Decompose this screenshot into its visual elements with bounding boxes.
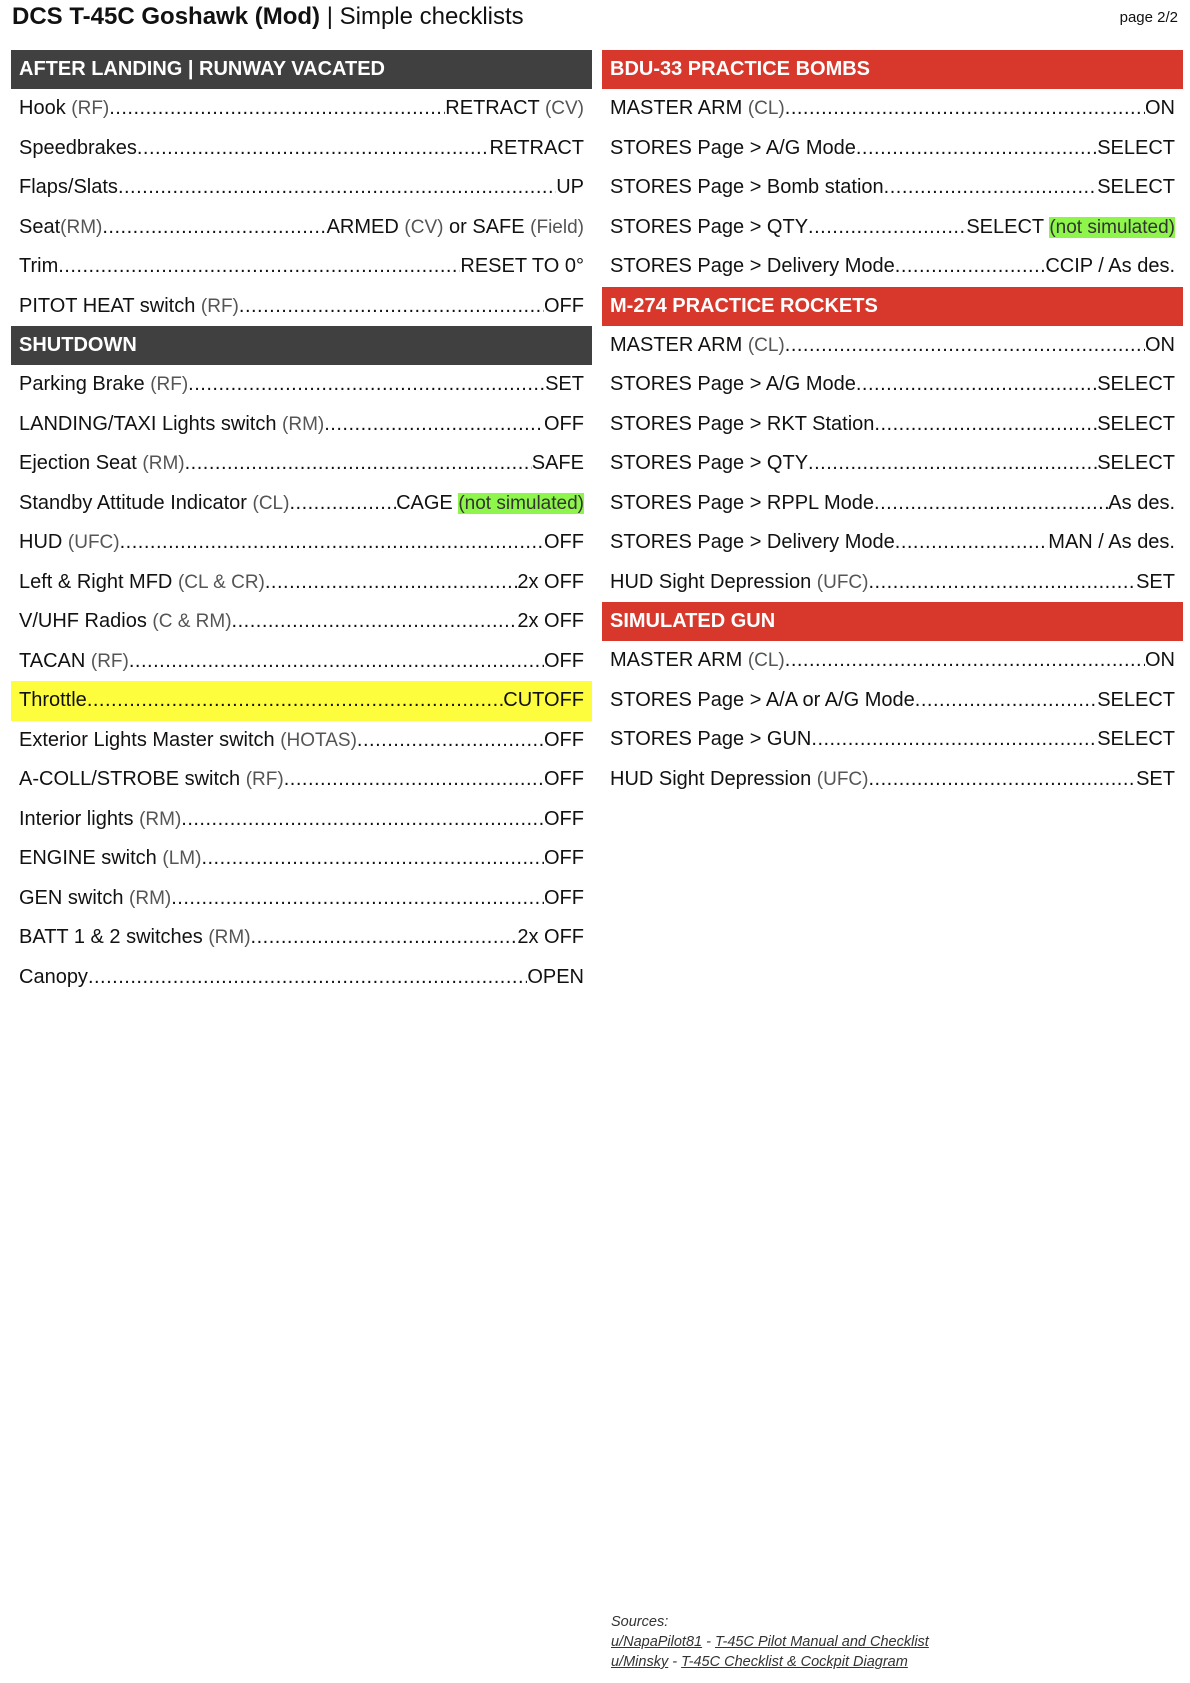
leader-dots xyxy=(808,216,966,239)
item-location: (UFC) xyxy=(67,532,120,554)
checklist-row xyxy=(602,208,1183,248)
checklist-row xyxy=(602,89,1183,129)
item-label: Throttle xyxy=(19,689,87,712)
checklist-row xyxy=(11,839,592,879)
checklist-row xyxy=(11,247,592,287)
leader-dots xyxy=(874,492,1108,515)
item-value: RESET TO 0° xyxy=(460,255,584,278)
item-value: SAFE xyxy=(531,452,584,475)
item-location: (CL) xyxy=(747,334,785,356)
leader-dots xyxy=(181,808,544,831)
document-subtitle: Simple checklists xyxy=(339,3,524,30)
leader-dots xyxy=(868,571,1136,594)
item-label: Left & Right MFD xyxy=(19,570,173,593)
checklist-row xyxy=(11,89,592,129)
leader-dots xyxy=(129,650,544,673)
leader-dots xyxy=(120,531,544,554)
page-header xyxy=(12,2,524,32)
item-location: (RM) xyxy=(208,927,251,949)
item-label: Standby Attitude Indicator xyxy=(19,491,247,514)
item-label: Speedbrakes xyxy=(19,136,137,159)
item-value-note: (Field) xyxy=(530,216,584,238)
item-value: SELECT xyxy=(1097,136,1175,159)
item-label: PITOT HEAT switch xyxy=(19,294,196,317)
checklist-row xyxy=(11,208,592,248)
item-value: CUTOFF xyxy=(503,689,584,712)
item-value: ARMED xyxy=(326,215,399,238)
checklist-row xyxy=(11,484,592,524)
item-label: Flaps/Slats xyxy=(19,176,118,199)
item-label: Ejection Seat xyxy=(19,452,137,475)
leader-dots xyxy=(201,847,544,870)
item-location: (RM) xyxy=(139,808,182,830)
leader-dots xyxy=(88,966,527,989)
item-label: GEN switch xyxy=(19,886,124,909)
item-label: HUD xyxy=(19,531,63,554)
document-title: DCS T-45C Goshawk (Mod) xyxy=(12,3,321,30)
leader-dots xyxy=(265,571,517,594)
checklist-row xyxy=(11,642,592,682)
section-m274-title: M-274 PRACTICE ROCKETS xyxy=(602,287,1183,326)
item-location: (CL) xyxy=(252,492,290,514)
checklist-row xyxy=(11,721,592,761)
item-location: (RF) xyxy=(150,374,189,396)
checklist-row xyxy=(602,444,1183,484)
source-dash: - xyxy=(702,1634,715,1650)
checklist-row xyxy=(602,365,1183,405)
item-label: Hook xyxy=(19,97,66,120)
item-value: OFF xyxy=(544,412,584,435)
checklist-row xyxy=(11,444,592,484)
leader-dots xyxy=(785,97,1145,120)
leader-dots xyxy=(856,373,1097,396)
item-value: ON xyxy=(1145,97,1175,120)
page-number: page 2/2 xyxy=(1119,9,1178,26)
item-value: OFF xyxy=(544,847,584,870)
item-label: HUD Sight Depression xyxy=(610,767,812,790)
checklist-row-highlighted xyxy=(11,681,592,721)
leader-dots xyxy=(915,689,1097,712)
source-dash: - xyxy=(668,1654,682,1670)
left-column xyxy=(11,50,592,997)
not-simulated-badge: (not simulated) xyxy=(1049,216,1175,238)
item-value: SELECT xyxy=(1097,452,1175,475)
checklist-row xyxy=(11,602,592,642)
leader-dots xyxy=(239,295,544,318)
item-label: Trim xyxy=(19,255,59,278)
item-location: (RF) xyxy=(200,295,239,317)
leader-dots xyxy=(251,926,518,949)
item-location: (RM) xyxy=(142,453,185,475)
checklist-row xyxy=(11,563,592,603)
checklist-row xyxy=(602,405,1183,445)
checklist-row xyxy=(602,760,1183,800)
item-value: 2x OFF xyxy=(517,610,584,633)
checklist-row xyxy=(11,760,592,800)
item-location: (RM) xyxy=(282,413,325,435)
item-location: (LM) xyxy=(162,848,202,870)
item-location: (RF) xyxy=(71,98,110,120)
item-value: SET xyxy=(1136,767,1175,790)
item-value: ON xyxy=(1145,649,1175,672)
leader-dots xyxy=(811,728,1097,751)
item-label: TACAN xyxy=(19,649,86,672)
leader-dots xyxy=(874,413,1097,436)
item-label: STORES Page > QTY xyxy=(610,215,809,238)
checklist-row xyxy=(602,129,1183,169)
item-value: MAN / As des. xyxy=(1048,531,1175,554)
item-label: STORES Page > GUN xyxy=(610,728,812,751)
item-label: V/UHF Radios xyxy=(19,610,147,633)
item-label: Seat xyxy=(19,215,61,238)
item-location: (RM) xyxy=(129,887,172,909)
item-label: STORES Page > A/G Mode xyxy=(610,373,856,396)
item-value: OFF xyxy=(544,886,584,909)
leader-dots xyxy=(324,413,544,436)
leader-dots xyxy=(58,255,460,278)
item-value: SELECT xyxy=(966,215,1044,238)
checklist-row xyxy=(11,523,592,563)
leader-dots xyxy=(137,137,490,160)
item-label: Canopy xyxy=(19,965,88,988)
item-value: SET xyxy=(545,373,584,396)
item-label: MASTER ARM xyxy=(610,97,743,120)
item-label: ENGINE switch xyxy=(19,847,157,870)
item-location: (RM) xyxy=(60,216,103,238)
checklist-row xyxy=(602,484,1183,524)
leader-dots xyxy=(357,729,544,752)
item-value: 2x OFF xyxy=(517,926,584,949)
item-value: CAGE xyxy=(396,491,453,514)
item-value: CCIP / As des. xyxy=(1045,255,1175,278)
item-value: SELECT xyxy=(1097,728,1175,751)
leader-dots xyxy=(868,768,1136,791)
item-value-note: (CV) xyxy=(404,216,444,238)
item-label: BATT 1 & 2 switches xyxy=(19,926,203,949)
checklist-row xyxy=(11,405,592,445)
checklist-row xyxy=(602,720,1183,760)
item-label: STORES Page > Bomb station xyxy=(610,176,884,199)
item-location: (RF) xyxy=(90,650,129,672)
item-value-alt: or SAFE xyxy=(449,215,525,238)
item-value: ON xyxy=(1145,333,1175,356)
source-author-link[interactable]: u/NapaPilot81 xyxy=(611,1634,703,1650)
leader-dots xyxy=(171,887,544,910)
leader-dots xyxy=(856,137,1097,160)
source-document-link[interactable]: T-45C Checklist & Cockpit Diagram xyxy=(681,1654,908,1670)
sources-block xyxy=(611,1612,929,1672)
item-label: Exterior Lights Master switch xyxy=(19,728,275,751)
source-line xyxy=(611,1632,929,1652)
leader-dots xyxy=(895,531,1049,554)
leader-dots xyxy=(785,649,1145,672)
leader-dots xyxy=(118,176,556,199)
item-value: SELECT xyxy=(1097,373,1175,396)
leader-dots xyxy=(87,689,503,712)
item-label: HUD Sight Depression xyxy=(610,570,812,593)
item-label: MASTER ARM xyxy=(610,333,743,356)
checklist-row xyxy=(602,326,1183,366)
section-after-landing-title: AFTER LANDING | RUNWAY VACATED xyxy=(11,50,592,89)
item-value: OFF xyxy=(544,768,584,791)
leader-dots xyxy=(808,452,1097,475)
checklist-row xyxy=(602,247,1183,287)
item-label: STORES Page > Delivery Mode xyxy=(610,255,895,278)
item-value: SET xyxy=(1136,570,1175,593)
item-location: (CL) xyxy=(747,650,785,672)
item-value: RETRACT xyxy=(445,97,540,120)
source-author-link[interactable]: u/Minsky xyxy=(611,1654,669,1670)
item-value: SELECT xyxy=(1097,412,1175,435)
item-label: STORES Page > RPPL Mode xyxy=(610,491,875,514)
checklist-row xyxy=(602,168,1183,208)
item-location: (UFC) xyxy=(816,768,869,790)
item-location: (HOTAS) xyxy=(280,729,357,751)
item-label: STORES Page > A/G Mode xyxy=(610,136,856,159)
sources-heading: Sources: xyxy=(611,1614,669,1630)
item-location: (C & RM) xyxy=(152,611,232,633)
item-label: A-COLL/STROBE switch xyxy=(19,768,241,791)
title-separator: | xyxy=(320,3,340,30)
checklist-row xyxy=(11,800,592,840)
checklist-row xyxy=(11,958,592,998)
item-label: MASTER ARM xyxy=(610,649,743,672)
checklist-row xyxy=(602,563,1183,603)
section-shutdown-title: SHUTDOWN xyxy=(11,326,592,365)
not-simulated-badge: (not simulated) xyxy=(458,492,584,514)
leader-dots xyxy=(785,334,1145,357)
item-value: RETRACT xyxy=(489,136,584,159)
item-value: OFF xyxy=(544,807,584,830)
checklist-row xyxy=(11,918,592,958)
source-line xyxy=(611,1652,929,1672)
item-location: (CL) xyxy=(747,98,785,120)
leader-dots xyxy=(185,452,532,475)
leader-dots xyxy=(884,176,1098,199)
item-value: OPEN xyxy=(527,965,584,988)
source-document-link[interactable]: T-45C Pilot Manual and Checklist xyxy=(714,1634,929,1650)
leader-dots xyxy=(188,373,545,396)
item-value: OFF xyxy=(544,531,584,554)
item-label: STORES Page > RKT Station xyxy=(610,412,875,435)
item-label: STORES Page > QTY xyxy=(610,452,809,475)
leader-dots xyxy=(109,97,445,120)
checklist-row xyxy=(11,287,592,327)
checklist-row xyxy=(11,129,592,169)
item-value: 2x OFF xyxy=(517,570,584,593)
leader-dots xyxy=(895,255,1046,278)
item-value: SELECT xyxy=(1097,688,1175,711)
section-gun-title: SIMULATED GUN xyxy=(602,602,1183,641)
item-value-note: (CV) xyxy=(544,98,584,120)
leader-dots xyxy=(289,492,396,515)
item-label: Interior lights xyxy=(19,807,134,830)
item-label: STORES Page > A/A or A/G Mode xyxy=(610,688,915,711)
item-value: OFF xyxy=(544,728,584,751)
checklist-row xyxy=(11,879,592,919)
item-value: OFF xyxy=(544,294,584,317)
item-label: STORES Page > Delivery Mode xyxy=(610,531,895,554)
checklist-row xyxy=(602,681,1183,721)
item-location: (CL & CR) xyxy=(177,571,265,593)
item-value: OFF xyxy=(544,649,584,672)
item-value: As des. xyxy=(1108,491,1175,514)
checklist-row xyxy=(602,641,1183,681)
item-location: (UFC) xyxy=(816,571,869,593)
checklist-row xyxy=(11,365,592,405)
checklist-row xyxy=(602,523,1183,563)
leader-dots xyxy=(284,768,544,791)
leader-dots xyxy=(102,216,326,239)
leader-dots xyxy=(232,610,518,633)
item-value: UP xyxy=(556,176,584,199)
item-location: (RF) xyxy=(245,769,284,791)
right-column xyxy=(602,50,1183,799)
item-label: Parking Brake xyxy=(19,373,145,396)
item-label: LANDING/TAXI Lights switch xyxy=(19,412,277,435)
checklist-row xyxy=(11,168,592,208)
item-value: SELECT xyxy=(1097,176,1175,199)
section-bdu33-title: BDU-33 PRACTICE BOMBS xyxy=(602,50,1183,89)
